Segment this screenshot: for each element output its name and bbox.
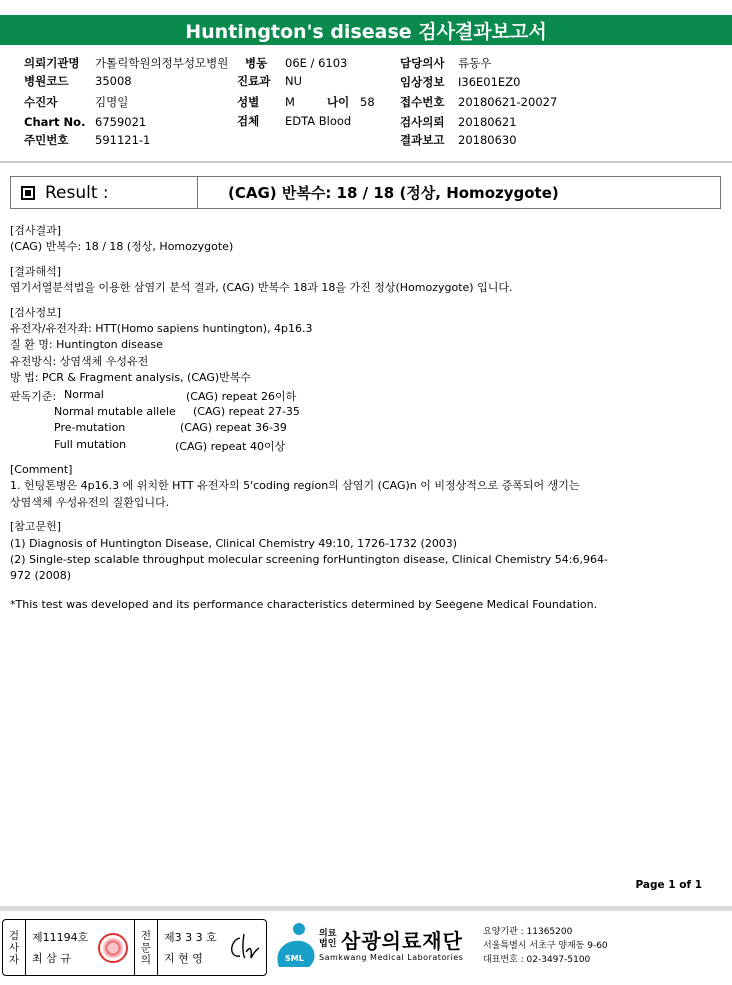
value-chart-no: 6759021 xyxy=(95,115,147,129)
criteria-prefix: 판독기준: xyxy=(10,390,57,403)
report-title-banner xyxy=(0,15,732,45)
label-ward: 병동 xyxy=(245,56,268,70)
org-contact xyxy=(483,925,608,967)
header-divider xyxy=(0,161,732,163)
signature-icon xyxy=(226,928,262,968)
tester-vertical-label xyxy=(3,920,26,975)
logo-small-top: 의료 xyxy=(319,929,337,939)
reference-item: (2) Single-step scalable throughput molecular screening forHuntington disease, Clinical Chemistry 54:6,964- xyxy=(10,553,608,567)
section-info-inheritance: 유전방식: 상염색체 우성유전 xyxy=(10,354,149,368)
criteria-name: Full mutation xyxy=(54,438,127,451)
specialist-info xyxy=(158,920,226,975)
label-sex: 성별 xyxy=(237,95,260,109)
report-title: Huntington's disease 검사결과보고서 xyxy=(185,20,547,43)
label-resident-no: 주민번호 xyxy=(24,133,69,147)
criteria-name: Normal mutable allele xyxy=(54,405,176,418)
section-info-header: [검사정보] xyxy=(10,305,62,319)
specialist-license-no: 제3 3 3 호 xyxy=(164,930,217,944)
vertical-char: 문 xyxy=(140,941,152,954)
result-box xyxy=(10,176,721,209)
value-ward: 06E / 6103 xyxy=(285,56,348,70)
value-patient: 김명일 xyxy=(95,95,129,109)
disclaimer: *This test was developed and its performance characteristics determined by Seegene Medical Foundation. xyxy=(10,597,598,611)
value-sex: M xyxy=(285,95,295,109)
label-dept: 진료과 xyxy=(237,74,271,88)
specialist-name: 지 현 영 xyxy=(164,951,203,965)
comment-line: 1. 헌팅톤병은 4p16.3 에 위치한 HTT 유전자의 5'coding region의 삼염기 (CAG)n 이 비정상적으로 증폭되어 생기는 xyxy=(10,479,580,493)
value-dept: NU xyxy=(285,74,303,88)
results-body xyxy=(10,223,512,387)
tester-info xyxy=(26,920,92,975)
label-clinical-info: 임상정보 xyxy=(400,75,445,89)
section-info-gene: 유전자/유전자좌: HTT(Homo sapiens huntington), 4p16.3 xyxy=(10,322,313,336)
label-chart-no: Chart No. xyxy=(24,115,86,129)
result-label: Result : xyxy=(45,182,109,203)
logo-mark-text: SML xyxy=(285,954,304,963)
label-specimen: 검체 xyxy=(237,114,260,128)
comment-section xyxy=(10,462,608,613)
org-english-name: Samkwang Medical Laboratories xyxy=(319,953,464,962)
vertical-char: 자 xyxy=(8,953,20,966)
org-logo xyxy=(271,919,731,976)
value-report-date: 20180630 xyxy=(458,133,517,147)
criteria-name: Normal xyxy=(64,388,104,401)
result-value-cell xyxy=(198,177,720,208)
criteria-value: (CAG) repeat 27-35 xyxy=(193,405,300,418)
criteria-value: (CAG) repeat 40이상 xyxy=(175,440,286,453)
reference-item: 972 (2008) xyxy=(10,569,72,583)
org-address: 서울특별시 서초구 양재동 9-60 xyxy=(483,941,608,951)
vertical-char: 검 xyxy=(8,929,20,942)
value-age: 58 xyxy=(360,95,375,109)
signature-box xyxy=(2,919,267,976)
org-name: 삼광의료재단 xyxy=(341,929,463,953)
vertical-char: 의 xyxy=(140,953,152,966)
page-number: Page 1 of 1 xyxy=(635,879,702,891)
section-interpretation-text: 염기서열분석법을 이용한 삼염기 분석 결과, (CAG) 반복수 18과 18을 가진 정상(Homozygote) 입니다. xyxy=(10,281,513,295)
label-age: 나이 xyxy=(327,95,350,109)
footer-divider xyxy=(0,906,732,911)
value-receipt-no: 20180621-20027 xyxy=(458,95,558,109)
seal-stamp-icon xyxy=(98,933,128,963)
tester-name: 최 삼 규 xyxy=(32,951,71,965)
references-header: [참고문헌] xyxy=(10,520,62,534)
vertical-char: 전 xyxy=(140,929,152,942)
sml-logo-icon xyxy=(271,921,323,971)
result-value: (CAG) 반복수: 18 / 18 (정상, Homozygote) xyxy=(228,184,559,202)
label-receipt-no: 접수번호 xyxy=(400,95,445,109)
vertical-char: 사 xyxy=(8,941,20,954)
label-patient: 수진자 xyxy=(24,95,58,109)
value-hospital-code: 35008 xyxy=(95,74,132,88)
value-requester: 가톨릭학원의정부성모병원 xyxy=(95,56,229,70)
tester-license-no: 제11194호 xyxy=(32,930,89,944)
label-hospital-code: 병원코드 xyxy=(24,74,69,88)
square-bullet-icon xyxy=(21,186,35,200)
comment-header: [Comment] xyxy=(10,463,73,476)
value-specimen: EDTA Blood xyxy=(285,114,352,128)
org-code: 요양기관 : 11365200 xyxy=(483,927,573,937)
section-info-disease: 질 환 명: Huntington disease xyxy=(10,338,163,352)
section-interpretation-header: [결과해석] xyxy=(10,264,62,278)
section-result-text: (CAG) 반복수: 18 / 18 (정상, Homozygote) xyxy=(10,240,234,254)
section-info-method: 방 법: PCR & Fragment analysis, (CAG)반복수 xyxy=(10,371,252,385)
value-doctor: 류동우 xyxy=(458,56,492,70)
label-request-date: 검사의뢰 xyxy=(400,115,445,129)
value-clinical-info: I36E01EZ0 xyxy=(458,75,521,89)
label-report-date: 결과보고 xyxy=(400,133,445,147)
label-requester: 의뢰기관명 xyxy=(24,56,80,70)
value-resident-no: 591121-1 xyxy=(95,133,151,147)
criteria-value: (CAG) repeat 36-39 xyxy=(180,421,287,434)
specialist-vertical-label xyxy=(134,920,158,975)
logo-small-label xyxy=(319,929,336,949)
comment-line: 상염색체 우성유전의 질환입니다. xyxy=(10,495,170,509)
label-doctor: 담당의사 xyxy=(400,56,445,70)
criteria-name: Pre-mutation xyxy=(54,421,126,434)
section-result-header: [검사결과] xyxy=(10,224,62,237)
value-request-date: 20180621 xyxy=(458,115,517,129)
logo-small-bottom: 법인 xyxy=(319,939,337,949)
criteria-value: (CAG) repeat 26이하 xyxy=(186,390,297,403)
result-label-cell xyxy=(11,177,198,208)
reference-item: (1) Diagnosis of Huntington Disease, Clinical Chemistry 49:10, 1726-1732 (2003) xyxy=(10,536,458,550)
org-phone: 대표번호 : 02-3497-5100 xyxy=(483,955,591,965)
